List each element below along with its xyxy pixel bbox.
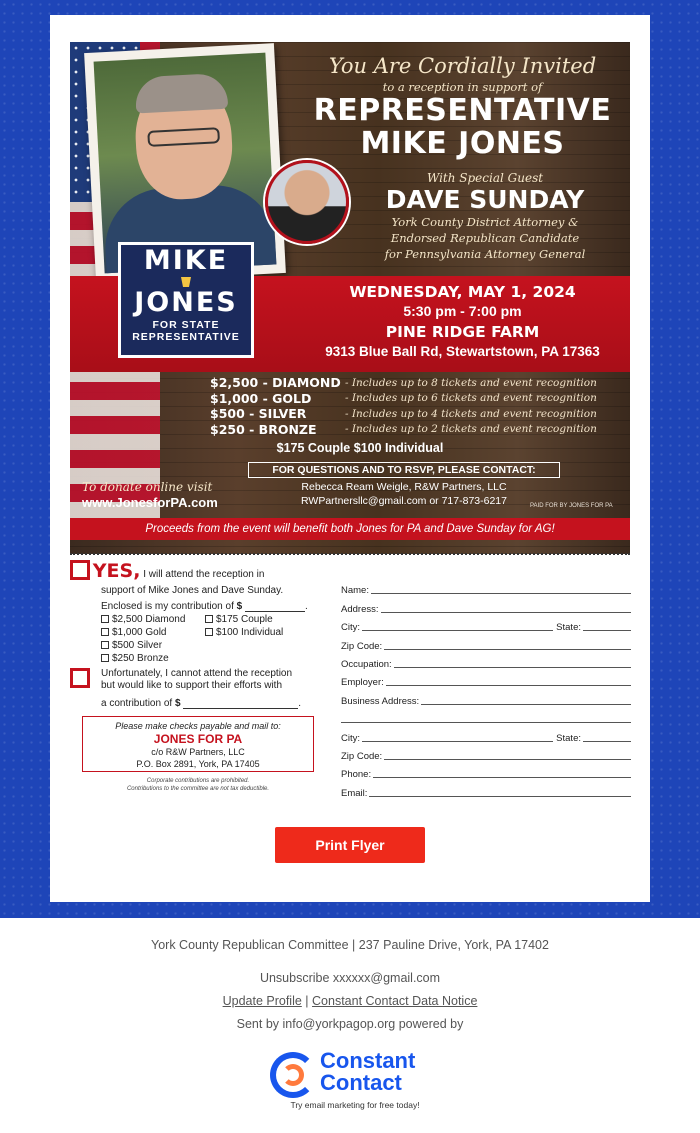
- event-date: WEDNESDAY, MAY 1, 2024: [349, 283, 576, 301]
- zip-field: Zip Code:: [341, 633, 631, 651]
- mailing-instructions: [82, 716, 314, 772]
- level-amount: $2,500 - DIAMOND: [210, 375, 341, 391]
- guest-photo: [265, 160, 349, 244]
- perforation-line: [70, 553, 630, 555]
- level-row: [210, 422, 630, 438]
- guest-name: DAVE SUNDAY: [385, 185, 585, 214]
- keystone-icon: [181, 277, 191, 287]
- option-gold: $1,000 Gold: [112, 627, 167, 638]
- cannot-attend-checkbox: [70, 668, 90, 688]
- dollar-sign: $: [236, 601, 243, 612]
- candidate-name-badge: [118, 242, 254, 358]
- guest-title-line1: York County District Attorney &: [391, 215, 579, 229]
- business-address-line2: [341, 707, 631, 725]
- option-checkbox: [101, 654, 109, 662]
- donate-block: [82, 480, 218, 512]
- occupation-field: Occupation:: [341, 652, 631, 670]
- constant-contact-logo[interactable]: [270, 1048, 440, 1112]
- business-address-field: Business Address:: [341, 688, 631, 706]
- cannot-attend-line1: Unfortunately, I cannot attend the reception: [101, 668, 293, 679]
- yes-label: YES,: [92, 560, 141, 582]
- mail-care-of: c/o R&W Partners, LLC: [151, 747, 245, 757]
- badge-office-line2: REPRESENTATIVE: [132, 331, 240, 343]
- unsubscribe-link[interactable]: Unsubscribe xxxxxx@gmail.com: [259, 971, 441, 985]
- option-individual: $100 Individual: [216, 627, 284, 638]
- donate-label: To donate online visit: [82, 480, 213, 494]
- level-row: [210, 391, 630, 407]
- paid-for-by: PAID FOR BY JONES FOR PA: [530, 503, 613, 509]
- level-row: [210, 406, 630, 422]
- email-card: MIKE JONES FOR STATE REPRESENTATIVE You Are Cordially Invited to a reception in support of REPRESENTATIVE MIKE JONES With Special Guest DAVE SUNDAY York County District Attorney & Endorsed Republican Candidate for Pennsylvania Attorney General WEDNESDAY, MAY 1, 2024 5:30 pm - 7:00 pm PINE RIDGE FARM 9313 Blue Ball Rd, Stewartstown, PA 17363 $2,500 - DIAMOND - Includes up to 8 tickets and event recognition $1,000 - GOLD - Includes up to 6 tickets and event recognition $500 - SILVER - Includes up to 4 tickets and event recognition $250 - BRONZE - Includes up to 2 tickets and event recognition $175 Couple $100 Individual FOR QUESTIONS AND TO RSVP, PLEASE CONTACT: Rebecca Ream Weigle, R&W Partners, LLC RWPartnersllc@gmail.com or 717-873-6217 PAID FOR BY JONES FOR PA To donate online visit www.JonesforPA.com Proceeds from the event will benefit both Jones for PA and Dave Sunday for AG! YES, I will attend the reception in support of Mike Jones and Dave Sunday. Enclosed is my contribution of $ . $2,500 Diamond $175 Couple $1,000 Gold $100 Individual $500 Silver $250 Bronze Unfortunately, I cannot attend the reception but would like to support their efforts with a contribution of $ . Please make checks payable and mail to: JONES FOR PA c/o R&W Partners, LLC P.O. Box 2891, York, PA 17405 Corporate contributions are prohibited. Contributions to the committee are not tax deductible. Name: Address: City: State: Zip Code: Occupation: Employer: Business Address: City: State: Zip Code: Phone: Email: Print Flyer: [50, 15, 650, 902]
- business-city-state-field: City: State:: [341, 725, 631, 743]
- option-checkbox: [205, 615, 213, 623]
- level-description: - Includes up to 4 tickets and event recognition: [345, 407, 597, 420]
- address-field: Address:: [341, 596, 631, 614]
- sponsorship-levels: [210, 375, 630, 437]
- special-guest-label: With Special Guest: [426, 171, 544, 185]
- cc-brand-line1: Constant: [320, 1048, 416, 1073]
- update-profile-link[interactable]: Update Profile: [222, 994, 302, 1008]
- event-venue: PINE RIDGE FARM: [385, 323, 540, 341]
- dollar-sign: $: [174, 698, 181, 709]
- guest-title-line3: for Pennsylvania Attorney General: [384, 247, 586, 261]
- option-couple: $175 Couple: [216, 614, 273, 625]
- badge-office-line1: FOR STATE: [152, 319, 220, 331]
- event-address: 9313 Blue Ball Rd, Stewartstown, PA 17363: [325, 344, 600, 359]
- level-amount: $500 - SILVER: [210, 406, 307, 422]
- enclosed-label: Enclosed is my contribution of: [101, 601, 234, 612]
- level-description: - Includes up to 8 tickets and event recognition: [345, 376, 597, 389]
- rsvp-name: Rebecca Ream Weigle, R&W Partners, LLC: [301, 481, 507, 493]
- option-checkbox: [101, 615, 109, 623]
- level-description: - Includes up to 2 tickets and event recognition: [345, 423, 597, 436]
- representative-heading: REPRESENTATIVE: [313, 93, 612, 128]
- contribution-label: a contribution of: [101, 698, 173, 709]
- cannot-attend-line2: but would like to support their efforts with: [101, 680, 283, 691]
- option-bronze: $250 Bronze: [112, 653, 169, 664]
- badge-first-name: MIKE: [143, 245, 229, 276]
- disclaimer-line2: Contributions to the committee are not tax deductible.: [126, 786, 270, 792]
- event-time: 5:30 pm - 7:00 pm: [403, 303, 522, 319]
- sent-by-text: Sent by info@yorkpagop.org powered by: [236, 1017, 464, 1031]
- option-checkbox: [205, 628, 213, 636]
- cordially-invited-text: You Are Cordially Invited: [328, 54, 597, 78]
- level-amount: $1,000 - GOLD: [210, 390, 312, 406]
- reply-form-fields: [341, 578, 631, 799]
- mail-payee: JONES FOR PA: [153, 732, 243, 746]
- donate-url: www.JonesforPA.com: [82, 495, 218, 510]
- yes-text-line1: I will attend the reception in: [143, 569, 265, 580]
- guest-title-line2: Endorsed Republican Candidate: [390, 231, 580, 245]
- contribution-blank: [183, 708, 298, 709]
- option-silver: $500 Silver: [112, 640, 163, 651]
- print-flyer-button[interactable]: Print Flyer: [275, 827, 425, 863]
- option-checkbox: [101, 628, 109, 636]
- contribution-disclaimer: [82, 777, 314, 793]
- badge-last-name: JONES: [134, 287, 238, 318]
- email-field: Email:: [341, 780, 631, 798]
- yes-text-line2: support of Mike Jones and Dave Sunday.: [101, 585, 284, 596]
- rsvp-header: FOR QUESTIONS AND TO RSVP, PLEASE CONTACT:: [248, 462, 560, 478]
- event-details: [300, 282, 625, 361]
- mail-header: Please make checks payable and mail to:: [115, 721, 281, 731]
- data-notice-link[interactable]: Constant Contact Data Notice: [312, 994, 478, 1008]
- contribution-blank: [245, 611, 305, 612]
- proceeds-banner: Proceeds from the event will benefit both Jones for PA and Dave Sunday for AG!: [70, 518, 630, 540]
- disclaimer-line1: Corporate contributions are prohibited.: [146, 778, 250, 784]
- special-guest-block: [350, 170, 620, 262]
- mail-po-box: P.O. Box 2891, York, PA 17405: [136, 759, 260, 769]
- yes-checkbox: [70, 560, 90, 580]
- org-address: York County Republican Committee | 237 Pauline Drive, York, PA 17402: [151, 938, 549, 952]
- rsvp-contact: [248, 480, 560, 508]
- city-state-field: City: State:: [341, 615, 631, 633]
- level-description: - Includes up to 6 tickets and event recognition: [345, 392, 597, 405]
- invitation-title: [305, 52, 620, 160]
- footer-separator: |: [305, 994, 309, 1008]
- level-row: [210, 375, 630, 391]
- option-checkbox: [101, 641, 109, 649]
- candidate-heading: MIKE JONES: [360, 126, 565, 161]
- ticket-prices: $175 Couple $100 Individual: [276, 441, 444, 455]
- event-flyer: [70, 42, 630, 554]
- level-amount: $250 - BRONZE: [210, 421, 317, 437]
- cc-brand-line2: Contact: [320, 1070, 402, 1095]
- rsvp-email-phone: RWPartnersllc@gmail.com or 717-873-6217: [301, 495, 507, 507]
- employer-field: Employer:: [341, 670, 631, 688]
- name-field: Name:: [341, 578, 631, 596]
- business-zip-field: Zip Code:: [341, 744, 631, 762]
- option-diamond: $2,500 Diamond: [112, 614, 186, 625]
- cc-tagline: Try email marketing for free today!: [290, 1100, 420, 1110]
- support-line: to a reception in support of: [382, 80, 543, 94]
- phone-field: Phone:: [341, 762, 631, 780]
